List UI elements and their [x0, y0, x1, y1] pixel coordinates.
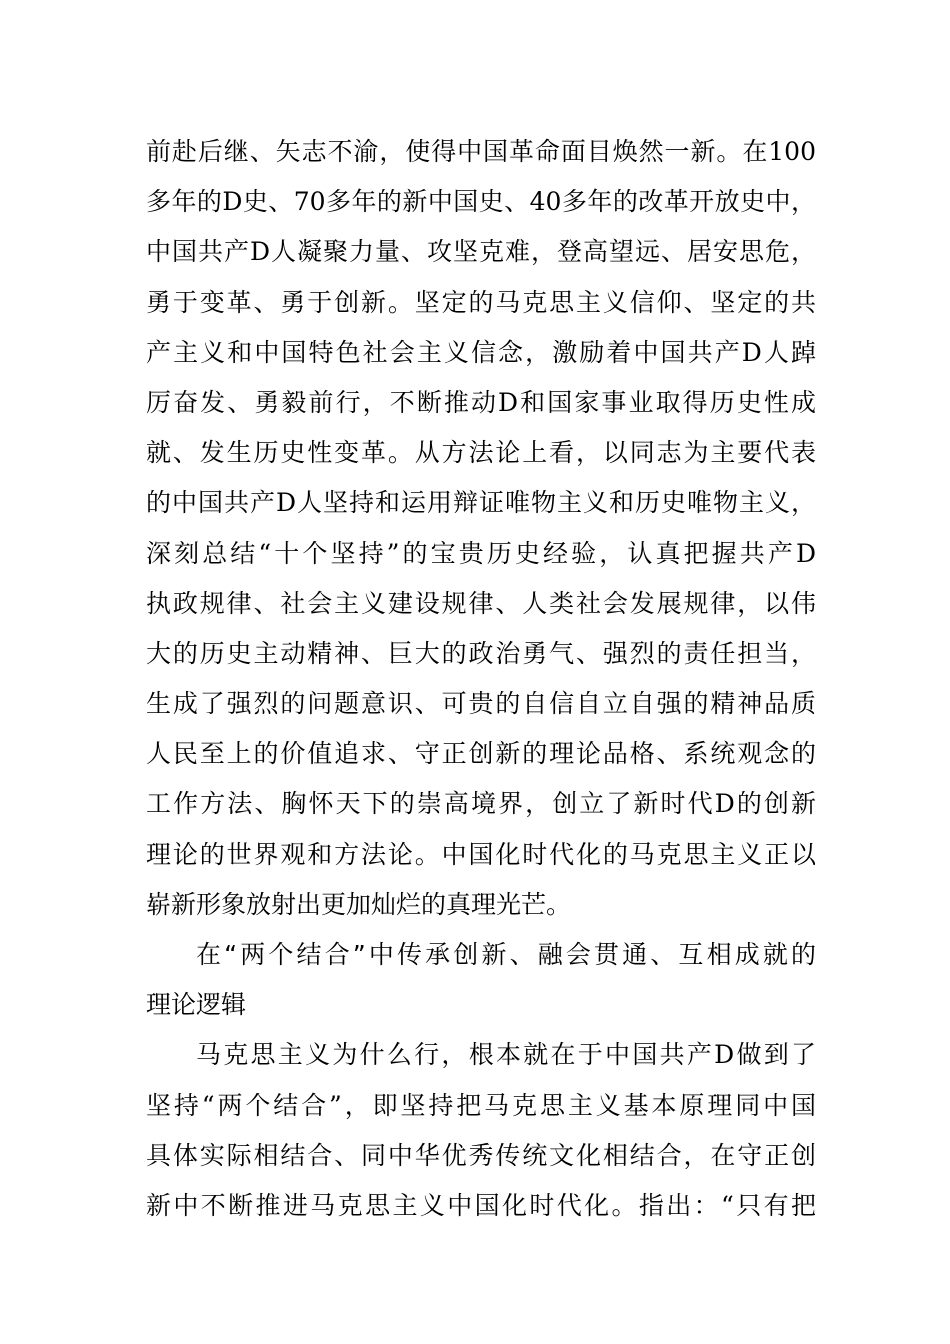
text-line: 执政规律、社会主义建设规律、人类社会发展规律，以伟	[146, 588, 816, 618]
text-line: 崭新形象放射出更加灿烂的真理光芒。	[146, 889, 572, 919]
text-line: 人民至上的价值追求、守正创新的理论品格、系统观念的	[146, 739, 816, 769]
text-line: 新中不断推进马克思主义中国化时代化。指出：“只有把	[146, 1190, 816, 1220]
paragraph-1	[146, 127, 816, 930]
text-line: 产主义和中国特色社会主义信念，激励着中国共产D人踔	[146, 337, 816, 367]
text-line: 生成了强烈的问题意识、可贵的自信自立自强的精神品质	[146, 689, 816, 719]
text-line: 勇于变革、勇于创新。坚定的马克思主义信仰、坚定的共	[146, 287, 816, 317]
text-line: 坚持“两个结合”，即坚持把马克思主义基本原理同中国	[146, 1090, 816, 1120]
text-line: 理论的世界观和方法论。中国化时代化的马克思主义正以	[146, 839, 816, 869]
text-line: 前赴后继、矢志不渝，使得中国革命面目焕然一新。在100	[146, 137, 816, 166]
text-line: 多年的D史、70多年的新中国史、40多年的改革开放史中，	[146, 187, 816, 217]
text-line: 大的历史主动精神、巨大的政治勇气、强烈的责任担当，	[146, 638, 816, 668]
text-line: 深刻总结“十个坚持”的宝贵历史经验，认真把握共产D	[146, 538, 816, 568]
text-line: 的中国共产D人坚持和运用辩证唯物主义和历史唯物主义，	[146, 488, 816, 518]
text-line: 厉奋发、勇毅前行，不断推动D和国家事业取得历史性成	[146, 387, 816, 417]
text-line: 马克思主义为什么行，根本就在于中国共产D做到了	[196, 1040, 816, 1070]
text-line: 工作方法、胸怀天下的崇高境界，创立了新时代D的创新	[146, 789, 816, 819]
section-heading	[146, 930, 816, 1030]
text-line: 就、发生历史性变革。从方法论上看，以同志为主要代表	[146, 438, 816, 468]
heading-line: 在“两个结合”中传承创新、融会贯通、互相成就的	[196, 940, 816, 969]
paragraph-2	[146, 1030, 816, 1231]
document-body	[146, 127, 816, 1231]
heading-line: 理论逻辑	[146, 990, 247, 1020]
text-line: 具体实际相结合、同中华优秀传统文化相结合，在守正创	[146, 1140, 816, 1170]
text-line: 中国共产D人凝聚力量、攻坚克难，登高望远、居安思危，	[146, 237, 816, 267]
